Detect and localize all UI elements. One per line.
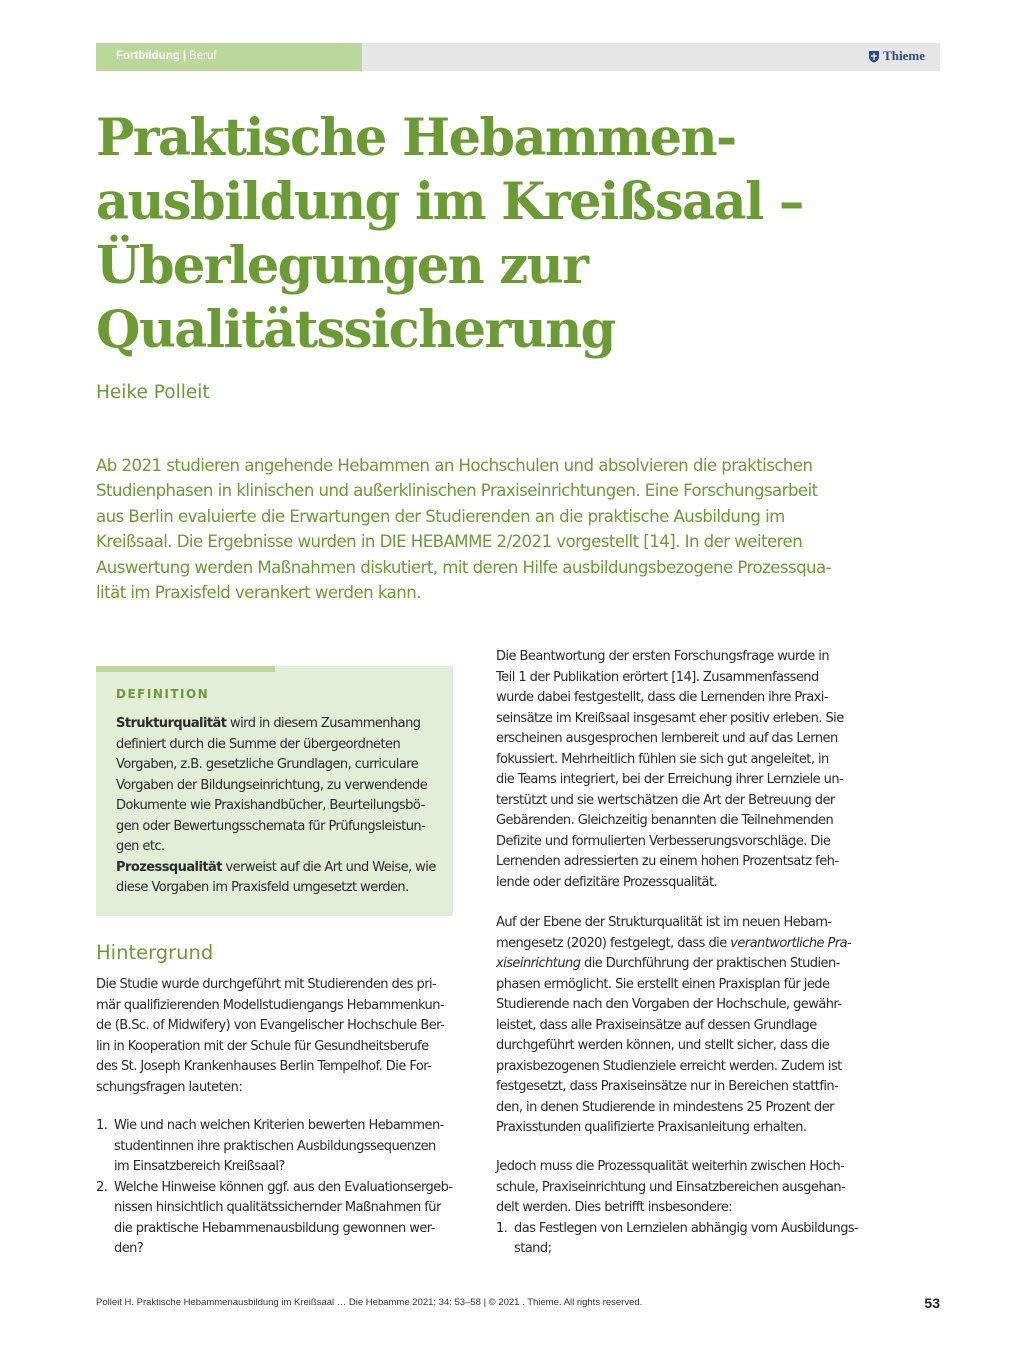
text-line: phasen ermöglicht. Sie erstellt einen Praxisplan für jede (496, 976, 830, 992)
text-line: den, in denen Studierende in mindestens 25 Prozent der (496, 1099, 834, 1115)
text-line: mär qualifizierenden Modellstudiengangs Hebammenkun- (96, 997, 445, 1013)
definition-line: Vorgaben, z.B. gesetzliche Grundlagen, curriculare (116, 757, 419, 772)
title-line: Überlegungen zur (96, 236, 588, 296)
text-line: das Festlegen von Lernzielen abhängig vom Ausbildungs- (514, 1220, 859, 1236)
text-line: wurde dabei festgestellt, dass die Lernenden ihre Praxi- (496, 690, 829, 705)
definition-line: definiert durch die Summe der übergeordneten (116, 736, 401, 752)
text-line: die praktische Hebammenausbildung gewonnen wer- (114, 1220, 435, 1236)
abstract-line: lität im Praxisfeld verankert werden kann. (96, 583, 421, 603)
text-line: nissen hinsichtlich qualitätssichernder Maßnahmen für (114, 1200, 441, 1215)
list-number: 2. (96, 1179, 108, 1195)
abstract-line: Studienphasen in klinischen und außerklinischen Praxiseinrichtungen. Eine Forschungsarbeit (96, 481, 818, 501)
text-line: lende oder defizitäre Prozessqualität. (496, 874, 718, 890)
text-line: den? (114, 1241, 144, 1256)
text-line: erscheinen ausgesprochen lernbereit und auf das Lernen (496, 731, 838, 746)
author-name: Heike Polleit (96, 382, 210, 403)
abstract-line: Ab 2021 studieren angehende Hebammen an Hochschulen und absolvieren die praktischen (96, 456, 813, 475)
text-line: festgesetzt, dass Praxiseinsätze nur in Bereichen stattfin- (496, 1079, 839, 1094)
text-line: studentinnen ihre praktischen Ausbildungssequenzen (114, 1138, 436, 1154)
title-line: Praktische Hebammen- (96, 108, 736, 168)
definition-label: DEFINITION (116, 687, 210, 701)
text-line: Die Beantwortung der ersten Forschungsfrage wurde in (496, 649, 830, 664)
text-line: stand; (514, 1241, 552, 1256)
emphasis-text: verantwortliche Pra- (730, 935, 852, 951)
definition-line: gen etc. (116, 839, 165, 854)
page-number: 53 (924, 1295, 940, 1311)
text-line: Defizite und formulierten Verbesserungsvorschläge. Die (496, 833, 831, 849)
thieme-crest-icon (868, 50, 880, 63)
publisher-name: Thieme (883, 48, 925, 63)
abstract-line: aus Berlin evaluierte die Erwartungen der Studierenden an die praktische Ausbildung im (96, 506, 785, 526)
text-line: seinsätze im Kreißsaal insgesamt eher positiv erleben. Sie (496, 710, 844, 726)
text-line: de (B.Sc. of Midwifery) von Evangelischer Hochschule Ber- (96, 1018, 445, 1033)
definition-box-accent (96, 666, 275, 672)
emphasis-text: xiseinrichtung (496, 956, 581, 971)
text-line: Studierende nach den Vorgaben der Hochschule, gewähr- (496, 997, 842, 1012)
text-line: lin in Kooperation mit der Schule für Gesundheitsberufe (96, 1038, 429, 1054)
list-number: 1. (496, 1220, 508, 1236)
title-line: Qualitätssicherung (96, 300, 615, 360)
text-line: Die Studie wurde durchgeführt mit Studierenden des pri- (96, 977, 437, 992)
text-line: schule, Praxiseinrichtung und Einsatzbereichen ausgehan- (496, 1179, 846, 1195)
research-questions-list (96, 1116, 453, 1260)
text-line: durchgeführt werden können, und stellt sicher, dass die (496, 1038, 830, 1053)
definition-line: gen oder Bewertungsschemata für Prüfungsleistun- (116, 818, 426, 834)
left-paragraph (96, 975, 453, 1098)
section-tab (96, 43, 362, 71)
definition-text (116, 714, 438, 899)
text-line: leistet, dass alle Praxiseinsätze auf dessen Grundlage (496, 1017, 817, 1033)
text-line: mengesetz (2020) festgelegt, dass die verantwortliche Pra- (496, 935, 852, 951)
list-number: 1. (96, 1118, 108, 1133)
definition-line: Vorgaben der Bildungseinrichtung, zu verwendende (116, 777, 428, 793)
text-line: Gebärenden. Gleichzeitig benannten die Teilnehmenden (496, 813, 834, 828)
term-strukturqualitaet: Strukturqualität (116, 716, 227, 731)
text-line: Auf der Ebene der Strukturqualität ist im neuen Hebam- (496, 915, 832, 930)
section-heading: Hintergrund (96, 941, 214, 964)
section-name: Fortbildung (116, 50, 180, 62)
footer-citation: Polleit H. Praktische Hebammenausbildung im Kreißsaal … Die Hebamme 2021; 34: 53–58 | © 2021 . Thieme. All rights reserved. (96, 1297, 643, 1308)
text-line: Welche Hinweise können ggf. aus den Evaluationsergeb- (114, 1179, 453, 1195)
definition-line: Strukturqualität wird in diesem Zusammenhang (116, 716, 421, 731)
section-separator: | (182, 50, 187, 62)
right-paragraph-2 (496, 913, 856, 1139)
definition-line: Dokumente wie Praxishandbücher, Beurteilungsbö- (116, 798, 425, 813)
abstract (96, 453, 866, 605)
text-line: Lernenden adressierten zu einem hohen Prozentsatz feh- (496, 854, 839, 869)
definition-line: Prozessqualität verweist auf die Art und Weise, wie (116, 859, 436, 875)
text-line: Jedoch muss die Prozessqualität weiterhin zwischen Hoch- (496, 1159, 845, 1174)
definition-line: diese Vorgaben im Praxisfeld umgesetzt werden. (116, 880, 409, 895)
abstract-line: Auswertung werden Maßnahmen diskutiert, mit deren Hilfe ausbildungsbezogene Prozessqua- (96, 557, 832, 577)
text-line: Wie und nach welchen Kriterien bewerten Hebammen- (114, 1118, 444, 1133)
text-line: schungsfragen lauteten: (96, 1079, 243, 1095)
right-paragraph-3 (496, 1157, 859, 1260)
text-line: xiseinrichtung die Durchführung der praktischen Studien- (496, 956, 840, 971)
publisher-logo (868, 48, 925, 64)
list-item (96, 1116, 453, 1178)
term-prozessqualitaet: Prozessqualität (116, 859, 222, 875)
text-line: Teil 1 der Publikation erörtert [14]. Zusammenfassend (496, 669, 819, 685)
article-title (96, 106, 886, 362)
text-line: im Einsatzbereich Kreißsaal? (114, 1159, 285, 1174)
text-line: die Teams integriert, bei der Erreichung ihrer Lernziele un- (496, 772, 844, 787)
right-paragraph-1 (496, 647, 856, 893)
text-line: praxisbezogenen Studienziele erreicht werden. Zudem ist (496, 1058, 842, 1074)
text-line: des St. Joseph Krankenhauses Berlin Tempelhof. Die For- (96, 1059, 432, 1074)
text-line: terstützt und sie wertschätzen die Art der Betreuung der (496, 792, 835, 808)
text-line: delt werden. Dies betrifft insbesondere: (496, 1200, 733, 1215)
text-line: fokussiert. Mehrheitlich fühlen sie sich gut angeleitet, in (496, 751, 829, 767)
section-label (116, 50, 217, 62)
list-item (496, 1219, 859, 1260)
title-line: ausbildung im Kreißsaal – (96, 172, 803, 232)
header-bar (96, 43, 940, 71)
text-line: Praxisstunden qualifizierte Praxisanleitung erhalten. (496, 1120, 807, 1135)
list-item (96, 1178, 453, 1260)
abstract-line: Kreißsaal. Die Ergebnisse wurden in DIE HEBAMME 2/2021 vorgestellt [14]. In der weiteren (96, 532, 803, 552)
subsection-name: Beruf (189, 50, 217, 62)
